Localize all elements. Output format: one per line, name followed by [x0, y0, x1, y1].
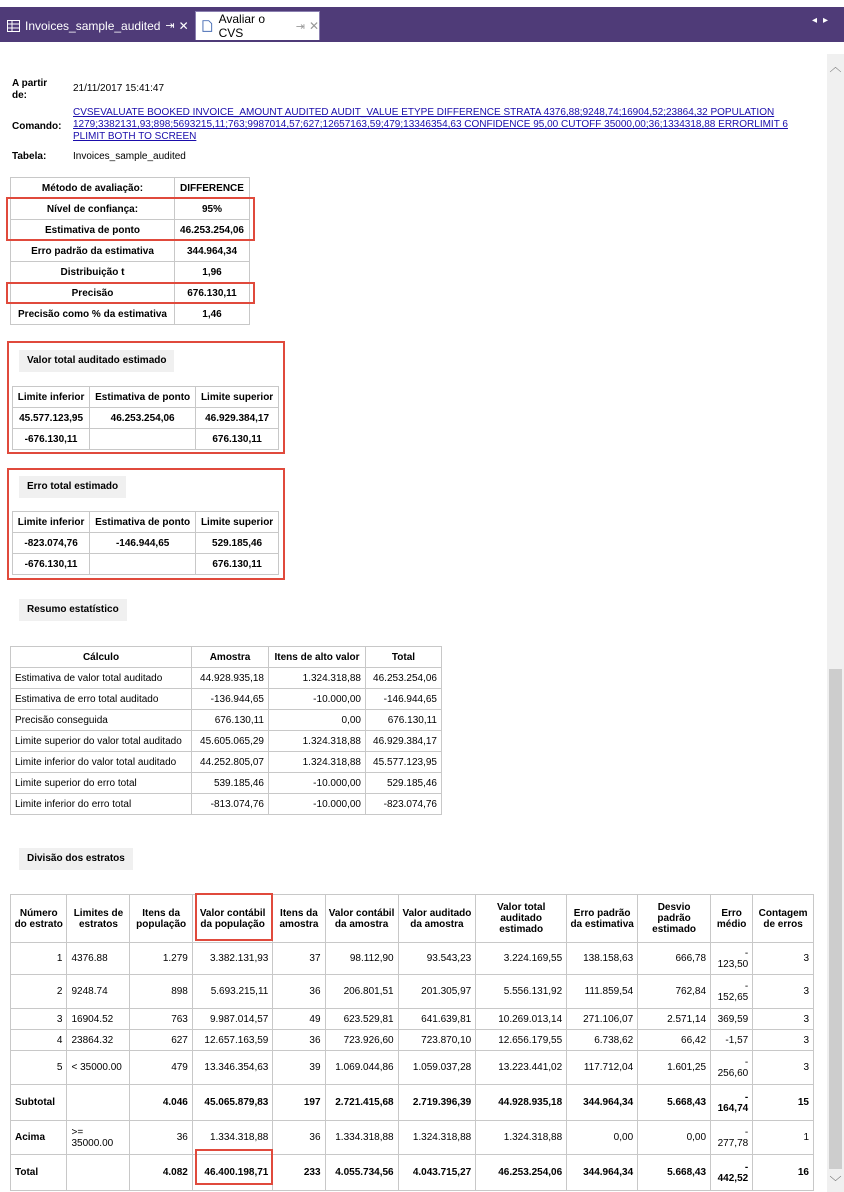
table-cell: 1 [11, 943, 67, 975]
table-cell: 2.719.396,39 [398, 1085, 476, 1121]
column-header: Limite inferior [13, 387, 90, 408]
table-cell: 117.712,04 [567, 1051, 638, 1085]
table-cell: 676.130,11 [196, 429, 279, 450]
tab-label: Invoices_sample_audited [25, 18, 161, 33]
table-cell: -813.074,76 [192, 794, 269, 815]
table-cell: 344.964,34 [567, 1155, 638, 1191]
table-cell: Precisão conseguida [11, 710, 192, 731]
table-cell: >= 35000.00 [67, 1121, 130, 1155]
method-row-label: Nível de confiança: [11, 199, 175, 220]
table-cell: -1,57 [711, 1030, 753, 1051]
method-row-value: 1,96 [175, 262, 250, 283]
table-cell: 3 [753, 1009, 814, 1030]
table-cell: 3.224.169,55 [476, 943, 567, 975]
table-cell: 36 [273, 975, 325, 1009]
table-cell: 6.738,62 [567, 1030, 638, 1051]
method-row-label: Erro padrão da estimativa [11, 241, 175, 262]
table-cell: 13.346.354,63 [192, 1051, 272, 1085]
table-row [11, 731, 442, 752]
table-cell [67, 1085, 130, 1121]
table-cell: 13.223.441,02 [476, 1051, 567, 1085]
tab-avaliar-cvs[interactable] [195, 11, 320, 40]
table-cell: 46.929.384,17 [196, 408, 279, 429]
table-cell: Estimativa de erro total auditado [11, 689, 192, 710]
method-row-label: Estimativa de ponto [11, 220, 175, 241]
tab-label: Avaliar o CVS [218, 12, 266, 40]
table-row [11, 975, 814, 1009]
table-cell: 539.185,46 [192, 773, 269, 794]
table-cell: -10.000,00 [269, 773, 366, 794]
column-header: Contagem de erros [753, 895, 814, 943]
table-cell: 36 [130, 1121, 192, 1155]
table-cell: 93.543,23 [398, 943, 476, 975]
tab-underline [0, 40, 844, 42]
table-row [11, 1121, 814, 1155]
table-cell: 666,78 [638, 943, 711, 975]
table-row [11, 1051, 814, 1085]
table-cell: 4.055.734,56 [325, 1155, 398, 1191]
method-row-value: 1,46 [175, 304, 250, 325]
table-cell: 5 [11, 1051, 67, 1085]
tab-invoices-sample-audited[interactable] [2, 11, 190, 40]
table-cell: 2.571,14 [638, 1009, 711, 1030]
column-header: Erro padrão da estimativa [567, 895, 638, 943]
table-row [11, 773, 442, 794]
column-header: Desvio padrão estimado [638, 895, 711, 943]
table-cell: 46.929.384,17 [366, 731, 442, 752]
table-cell: 1.324.318,88 [476, 1121, 567, 1155]
column-header: Valor contábil da população [192, 895, 272, 943]
table-cell: Total [11, 1155, 67, 1191]
table-cell: -10.000,00 [269, 794, 366, 815]
highlight-box [6, 282, 255, 304]
table-cell: 4.043.715,27 [398, 1155, 476, 1191]
date-label: A partir de: [12, 78, 48, 101]
table-cell: 3.382.131,93 [192, 943, 272, 975]
error-total-table [12, 511, 279, 575]
table-cell: Subtotal [11, 1085, 67, 1121]
table-cell: 1.334.318,88 [325, 1121, 398, 1155]
table-cell: 723.870,10 [398, 1030, 476, 1051]
table-row [11, 752, 442, 773]
table-cell: 1.059.037,28 [398, 1051, 476, 1085]
table-row [11, 794, 442, 815]
table-cell: 2 [11, 975, 67, 1009]
strata-title: Divisão dos estratos [19, 848, 133, 870]
table-row [11, 943, 814, 975]
table-cell: 12.656.179,55 [476, 1030, 567, 1051]
scroll-up-icon[interactable]: ︿ [829, 60, 842, 74]
table-cell: 12.657.163,59 [192, 1030, 272, 1051]
table-cell: 2.721.415,68 [325, 1085, 398, 1121]
column-header: Itens da amostra [273, 895, 325, 943]
table-cell: -823.074,76 [366, 794, 442, 815]
column-header: Limites de estratos [67, 895, 130, 943]
column-header: Total [366, 647, 442, 668]
table-cell: 344.964,34 [567, 1085, 638, 1121]
table-cell: 676.130,11 [192, 710, 269, 731]
audited-total-title: Valor total auditado estimado [19, 350, 174, 372]
table-cell: 16904.52 [67, 1009, 130, 1030]
error-total-title: Erro total estimado [19, 476, 126, 498]
table-cell: 5.693.215,11 [192, 975, 272, 1009]
table-cell: 36 [273, 1030, 325, 1051]
table-label: Tabela: [12, 151, 47, 162]
table-cell [90, 554, 196, 575]
summary-table [10, 646, 442, 815]
table-cell: Acima [11, 1121, 67, 1155]
scroll-down-icon[interactable]: ﹀ [829, 1175, 842, 1189]
table-cell: -823.074,76 [13, 533, 90, 554]
table-cell: -676.130,11 [13, 554, 90, 575]
table-row [11, 1030, 814, 1051]
table-cell: -146.944,65 [90, 533, 196, 554]
table-cell: 36 [273, 1121, 325, 1155]
highlight-box [195, 893, 273, 941]
table-cell: 0,00 [638, 1121, 711, 1155]
table-cell: 1 [753, 1121, 814, 1155]
table-cell: 66,42 [638, 1030, 711, 1051]
table-cell: 4376.88 [67, 943, 130, 975]
table-cell: 479 [130, 1051, 192, 1085]
table-cell: 1.334.318,88 [192, 1121, 272, 1155]
table-cell: 201.305,97 [398, 975, 476, 1009]
table-cell: 9.987.014,57 [192, 1009, 272, 1030]
table-cell: 1.324.318,88 [269, 731, 366, 752]
table-row [11, 1085, 814, 1121]
close-icon[interactable]: ✕ [178, 18, 189, 33]
table-row [11, 689, 442, 710]
table-cell: 46.253.254,06 [476, 1155, 567, 1191]
column-header: Limite inferior [13, 512, 90, 533]
table-cell: 1.069.044,86 [325, 1051, 398, 1085]
table-value: Invoices_sample_audited [73, 151, 186, 162]
table-cell: 233 [273, 1155, 325, 1191]
table-cell: 3 [753, 1030, 814, 1051]
table-cell: - 123,50 [711, 943, 753, 975]
column-header: Valor contábil da amostra [325, 895, 398, 943]
tab-bar [0, 0, 844, 40]
table-cell: 39 [273, 1051, 325, 1085]
table-cell: 676.130,11 [196, 554, 279, 575]
table-cell: Estimativa de valor total auditado [11, 668, 192, 689]
table-cell: - 442,52 [711, 1155, 753, 1191]
pin-icon[interactable]: ⇥ [295, 20, 305, 33]
table-row [11, 710, 442, 731]
table-cell: 1.279 [130, 943, 192, 975]
highlight-box [6, 197, 255, 241]
table-cell: 5.668,43 [638, 1085, 711, 1121]
table-cell: 45.605.065,29 [192, 731, 269, 752]
table-cell: -676.130,11 [13, 429, 90, 450]
table-cell: 3 [753, 1051, 814, 1085]
table-cell: 1.324.318,88 [269, 668, 366, 689]
table-cell: Limite superior do valor total auditado [11, 731, 192, 752]
table-cell: Limite superior do erro total [11, 773, 192, 794]
table-cell: -10.000,00 [269, 689, 366, 710]
table-cell: 44.928.935,18 [192, 668, 269, 689]
pin-icon[interactable]: ⇥ [165, 20, 175, 32]
table-cell: 723.926,60 [325, 1030, 398, 1051]
method-row-value: 46.253.254,06 [175, 220, 250, 241]
table-cell: 5.668,43 [638, 1155, 711, 1191]
vertical-scrollbar[interactable] [827, 54, 844, 1192]
table-icon [7, 20, 20, 32]
column-header: Valor total auditado estimado [476, 895, 567, 943]
method-row-label: Precisão [11, 283, 175, 304]
table-row [11, 1155, 814, 1191]
table-cell: 3 [753, 975, 814, 1009]
table-cell: 206.801,51 [325, 975, 398, 1009]
table-cell: 10.269.013,14 [476, 1009, 567, 1030]
scrollbar-thumb[interactable] [829, 669, 842, 1169]
table-cell: 16 [753, 1155, 814, 1191]
table-cell: 623.529,81 [325, 1009, 398, 1030]
table-cell: 1.601,25 [638, 1051, 711, 1085]
document-icon [201, 20, 214, 32]
table-cell: 98.112,90 [325, 943, 398, 975]
table-cell: 45.065.879,83 [192, 1085, 272, 1121]
table-cell: 45.577.123,95 [366, 752, 442, 773]
table-cell: 5.556.131,92 [476, 975, 567, 1009]
table-cell: 1.324.318,88 [269, 752, 366, 773]
table-cell: 197 [273, 1085, 325, 1121]
table-cell: 46.400.198,71 [192, 1155, 272, 1191]
table-cell [67, 1155, 130, 1191]
highlight-box [195, 1149, 273, 1185]
command-link[interactable]: CVSEVALUATE BOOKED INVOICE_AMOUNT AUDITED AUDIT_VALUE ETYPE DIFFERENCE STRATA 4376,88;9248,74;16904,52;23864,32 POPULATION 1279;3382131,93;898;5693215,11;763;9987014,57;627;12657163,59;479;13346354,63 CONFIDENCE 95,00 CUTOFF 35000,00;36;1334318,88 ERRORLIMIT 6 PLIMIT BOTH TO SCREEN [73, 107, 788, 142]
method-header-label: Método de avaliação: [11, 178, 175, 199]
table-cell: 4 [11, 1030, 67, 1051]
method-header-value: DIFFERENCE [175, 178, 250, 199]
column-header: Estimativa de ponto [90, 512, 196, 533]
table-cell: -136.944,65 [192, 689, 269, 710]
table-cell: 4.046 [130, 1085, 192, 1121]
column-header: Erro médio [711, 895, 753, 943]
table-cell: Limite inferior do erro total [11, 794, 192, 815]
table-cell: 676.130,11 [366, 710, 442, 731]
table-cell: 627 [130, 1030, 192, 1051]
table-cell: < 35000.00 [67, 1051, 130, 1085]
table-cell: 369,59 [711, 1009, 753, 1030]
table-cell: 0,00 [269, 710, 366, 731]
table-cell: 529.185,46 [196, 533, 279, 554]
method-row-label: Distribuição t [11, 262, 175, 283]
column-header: Amostra [192, 647, 269, 668]
method-row-value: 344.964,34 [175, 241, 250, 262]
table-cell: 9248.74 [67, 975, 130, 1009]
column-header: Estimativa de ponto [90, 387, 196, 408]
table-cell: -146.944,65 [366, 689, 442, 710]
method-row-value: 676.130,11 [175, 283, 250, 304]
method-row-value: 95% [175, 199, 250, 220]
table-cell: 15 [753, 1085, 814, 1121]
table-cell: 3 [753, 943, 814, 975]
column-header: Limite superior [196, 387, 279, 408]
table-cell: 3 [11, 1009, 67, 1030]
column-header: Itens da população [130, 895, 192, 943]
tab-scroll-arrows[interactable]: ◂▸ [811, 15, 834, 26]
table-row [11, 1009, 814, 1030]
audited-total-table [12, 386, 279, 450]
strata-table [10, 894, 814, 1191]
column-header: Limite superior [196, 512, 279, 533]
table-cell: 763 [130, 1009, 192, 1030]
table-cell: 641.639,81 [398, 1009, 476, 1030]
table-cell: - 256,60 [711, 1051, 753, 1085]
column-header: Itens de alto valor [269, 647, 366, 668]
table-cell [90, 429, 196, 450]
command-label: Comando: [12, 121, 62, 132]
table-cell: 0,00 [567, 1121, 638, 1155]
table-cell: 529.185,46 [366, 773, 442, 794]
table-cell: 111.859,54 [567, 975, 638, 1009]
table-cell: 898 [130, 975, 192, 1009]
summary-title: Resumo estatístico [19, 599, 127, 621]
table-cell: 44.928.935,18 [476, 1085, 567, 1121]
table-cell: 45.577.123,95 [13, 408, 90, 429]
table-cell: 4.082 [130, 1155, 192, 1191]
table-cell: 46.253.254,06 [90, 408, 196, 429]
table-cell: 46.253.254,06 [366, 668, 442, 689]
close-icon[interactable]: ✕ [308, 19, 319, 33]
table-cell: - 152,65 [711, 975, 753, 1009]
table-cell: - 164,74 [711, 1085, 753, 1121]
date-value: 21/11/2017 15:41:47 [73, 83, 165, 94]
table-cell: 44.252.805,07 [192, 752, 269, 773]
table-cell: 37 [273, 943, 325, 975]
table-cell: 762,84 [638, 975, 711, 1009]
table-cell: 23864.32 [67, 1030, 130, 1051]
table-row [11, 668, 442, 689]
column-header: Número do estrato [11, 895, 67, 943]
column-header: Valor auditado da amostra [398, 895, 476, 943]
table-cell: 1.324.318,88 [398, 1121, 476, 1155]
table-cell: - 277,78 [711, 1121, 753, 1155]
table-cell: 138.158,63 [567, 943, 638, 975]
column-header: Cálculo [11, 647, 192, 668]
method-row-label: Precisão como % da estimativa [11, 304, 175, 325]
table-cell: Limite inferior do valor total auditado [11, 752, 192, 773]
table-cell: 49 [273, 1009, 325, 1030]
table-cell: 271.106,07 [567, 1009, 638, 1030]
